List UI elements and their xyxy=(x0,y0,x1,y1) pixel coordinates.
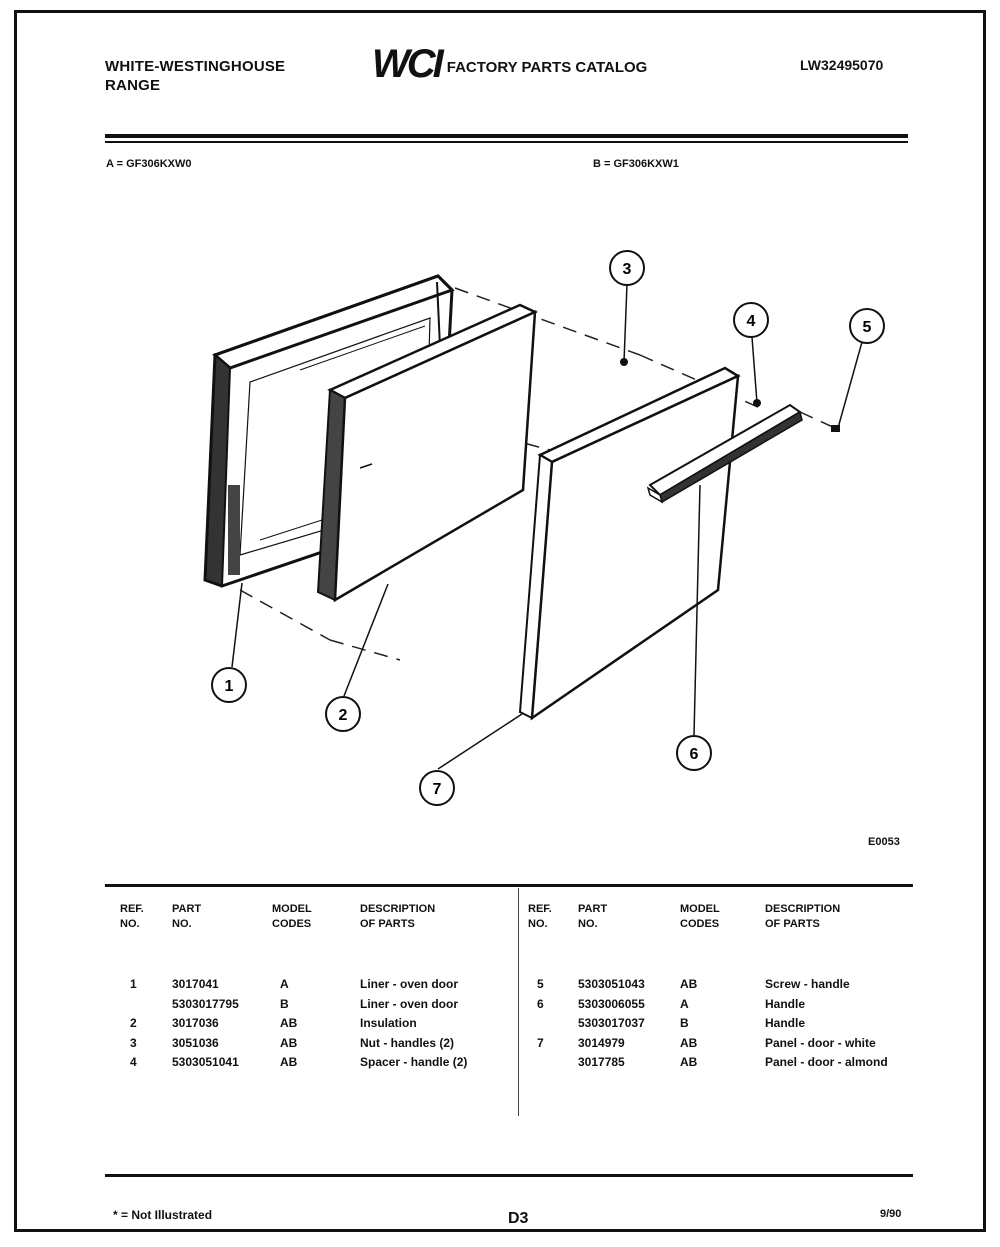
svg-text:7: 7 xyxy=(432,781,442,798)
svg-text:2: 2 xyxy=(338,707,348,724)
col-model-codes: MODEL CODES xyxy=(680,903,720,930)
col-ref: REF. NO. xyxy=(120,903,144,930)
brand-name: WHITE-WESTINGHOUSE xyxy=(105,58,286,75)
callout-3 xyxy=(610,251,644,285)
col-ref: REF. NO. xyxy=(528,903,552,930)
table-row: 4 5303051041 AB Spacer - handle (2) xyxy=(130,1055,468,1069)
catalog-title: FACTORY PARTS CATALOG xyxy=(446,58,648,76)
svg-text:5: 5 xyxy=(862,319,872,336)
revision-date: 9/90 xyxy=(880,1208,902,1220)
svg-text:1: 1 xyxy=(224,678,234,695)
callout-4 xyxy=(734,303,768,337)
diagram-code: E0053 xyxy=(868,836,900,848)
table-row: 7 3014979 AB Panel - door - white xyxy=(537,1035,876,1050)
model-b: B = GF306KXW1 xyxy=(593,158,679,170)
col-part: PART NO. xyxy=(578,903,608,930)
table-row: 5 5303051043 AB Screw - handle xyxy=(537,977,850,991)
col-description: DESCRIPTION OF PARTS xyxy=(360,903,436,930)
callout-6 xyxy=(677,736,711,770)
col-part: PART NO. xyxy=(172,903,202,930)
svg-text:4: 4 xyxy=(746,313,756,330)
table-top-rule xyxy=(105,884,913,887)
table-row: 5303017795 B Liner - oven door xyxy=(172,996,459,1011)
table-bottom-rule xyxy=(105,1174,913,1177)
not-illustrated-note: * = Not Illustrated xyxy=(113,1208,213,1222)
part-door-panel xyxy=(520,368,738,718)
table-row: 3017785 AB Panel - door - almond xyxy=(578,1055,888,1069)
model-a: A = GF306KXW0 xyxy=(106,158,192,170)
col-model-codes: MODEL CODES xyxy=(272,903,312,930)
svg-text:6: 6 xyxy=(689,746,699,763)
page-number: D3 xyxy=(508,1210,529,1227)
callout-1 xyxy=(212,668,246,702)
svg-text:3: 3 xyxy=(622,261,632,278)
wci-logo: WCI xyxy=(372,42,441,86)
callout-7 xyxy=(420,771,454,805)
table-row: 5303017037 B Handle xyxy=(578,1016,806,1030)
table-row: 3 3051036 AB Nut - handles (2) xyxy=(130,1035,455,1050)
catalog-number: LW32495070 xyxy=(800,57,884,73)
col-description: DESCRIPTION OF PARTS xyxy=(765,903,841,930)
parts-list-right xyxy=(0,975,1000,1073)
callout-2 xyxy=(326,697,360,731)
table-row: 1 3017041 A Liner - oven door xyxy=(130,977,459,991)
callout-5 xyxy=(850,309,884,343)
appliance-type: RANGE xyxy=(105,77,161,94)
table-row: 6 5303006055 A Handle xyxy=(537,996,806,1011)
table-row: 2 3017036 AB Insulation xyxy=(130,1016,417,1030)
